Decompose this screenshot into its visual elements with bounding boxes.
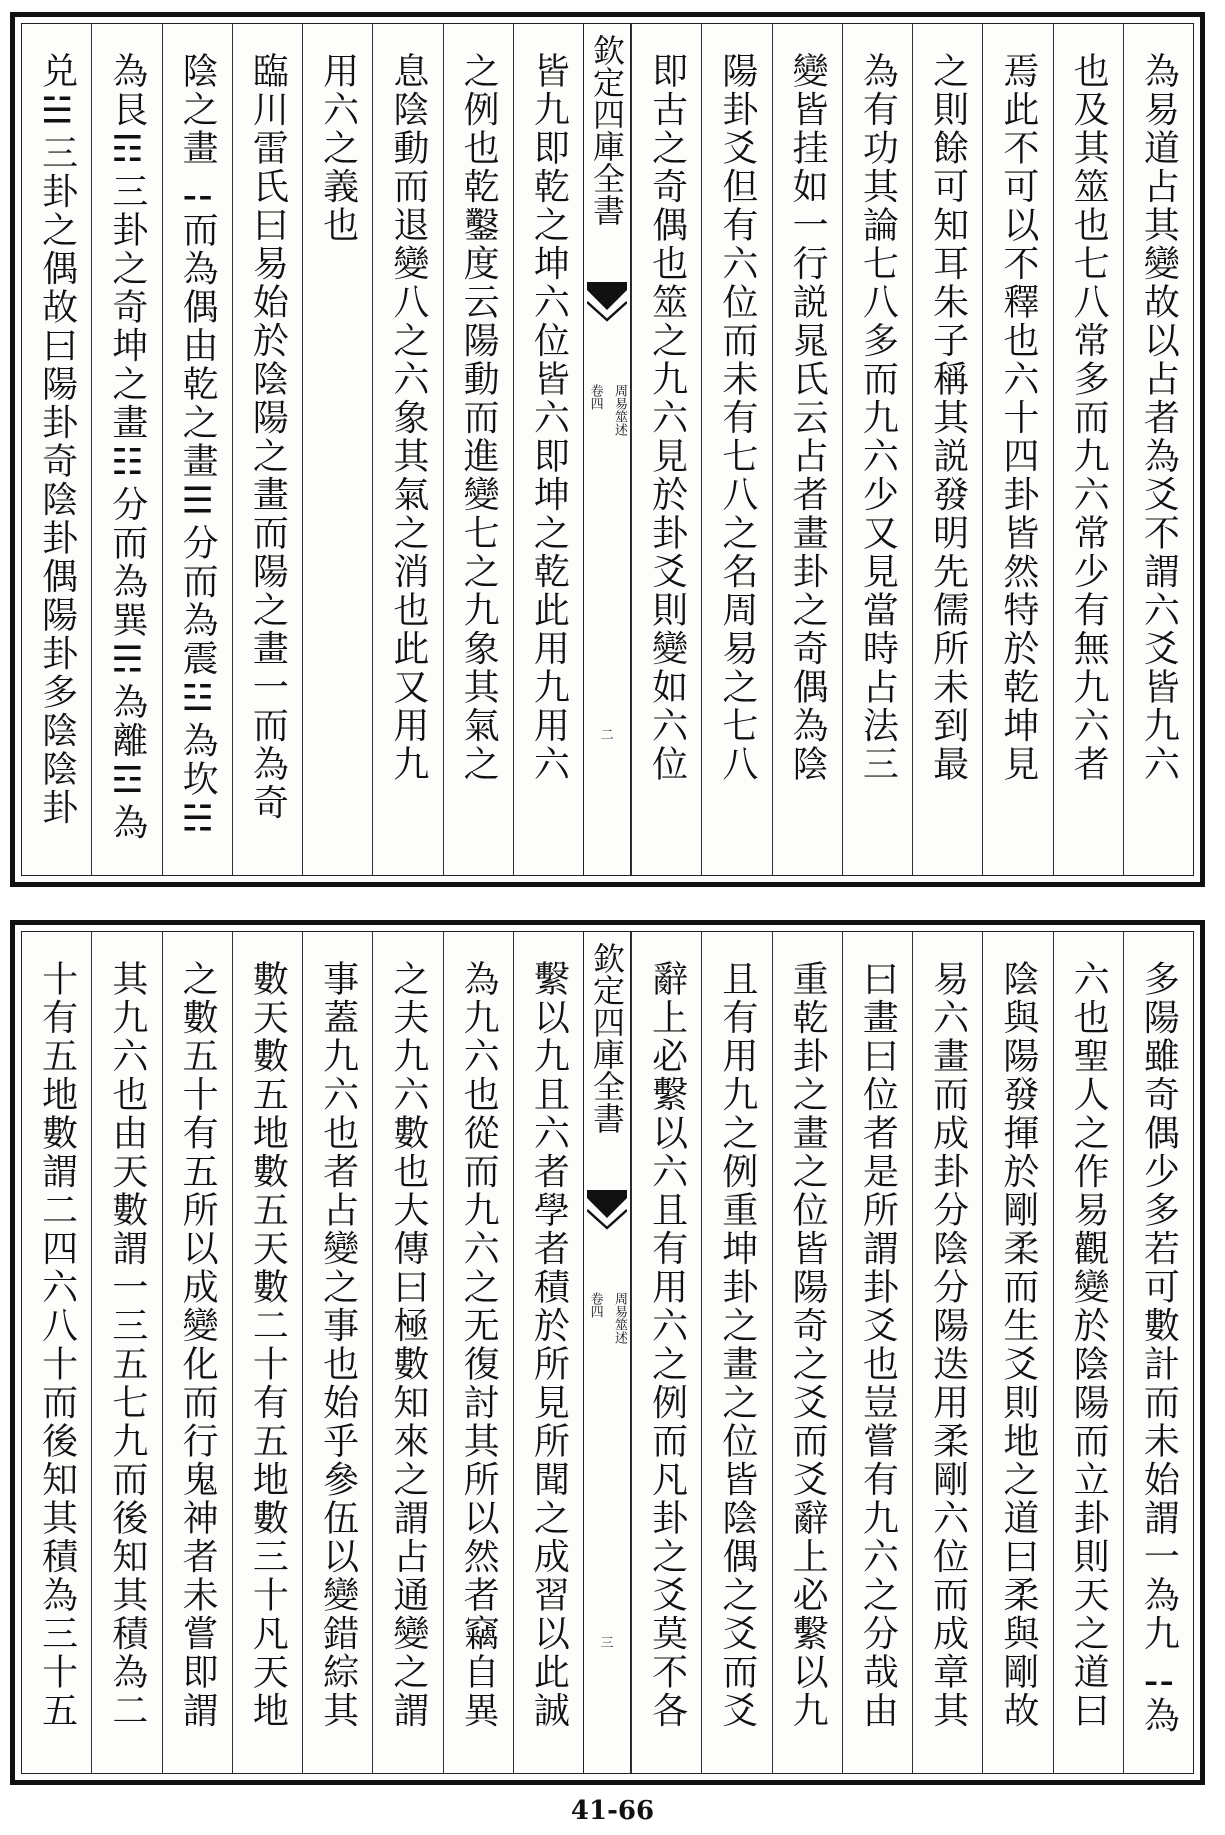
text-column [443, 24, 513, 875]
column-text: 為有功其論七八多而九六少又見當時占法三 [857, 52, 899, 784]
center-juan: 卷四 [587, 1292, 603, 1318]
column-text: 為九六也從而九六之无復討其所以然者竊自異 [458, 960, 500, 1730]
text-column [513, 24, 583, 875]
column-text: 重乾卦之畫之位皆陽奇之爻而爻辭上必繫以九 [787, 960, 829, 1730]
column-text: 息陰動而退變八之六象其氣之消也此又用九 [387, 52, 429, 784]
center-fold [583, 932, 631, 1773]
column-text: 臨川雷氏曰易始於陰陽之畫而陽之畫一而為奇 [247, 52, 289, 822]
text-column [91, 932, 161, 1773]
fish-tail-icon [587, 282, 627, 322]
text-column [22, 932, 91, 1773]
text-column [372, 24, 442, 875]
column-text: 之夫九六數也大傳曰極數知來之謂占通變之謂 [387, 960, 429, 1730]
center-book-name: 周易筮述 [612, 384, 627, 436]
column-text: 且有用九之例重坤卦之畫之位皆陰偶之爻而爻 [716, 960, 758, 1730]
text-column [842, 24, 912, 875]
column-text: 數天數五地數五天數二十有五地數三十凡天地 [247, 960, 289, 1730]
column-text: 陰與陽發揮於剛柔而生爻則地之道曰柔與剛故 [997, 960, 1039, 1730]
text-column [772, 24, 842, 875]
center-title: 欽定四庫全書 [588, 942, 626, 1134]
text-column [232, 24, 302, 875]
center-juan: 卷四 [587, 384, 603, 410]
text-column [982, 24, 1052, 875]
column-text: 多陽雖奇偶少多若可數計而未始謂一為九⚋為 [1138, 960, 1180, 1735]
column-text: 皆九即乾之坤六位皆六即坤之乾此用九用六 [528, 52, 570, 784]
text-column [372, 932, 442, 1773]
column-text: 之例也乾鑿度云陽動而進變七之九象其氣之 [458, 52, 500, 784]
page-frame [21, 931, 1194, 1774]
center-page-number: 二 [600, 728, 614, 743]
center-fold [583, 24, 631, 875]
center-title: 欽定四庫全書 [588, 34, 626, 226]
page-number: 41-66 [570, 1796, 655, 1826]
text-column [631, 932, 701, 1773]
text-column [701, 932, 771, 1773]
column-text: 變皆挂如一行説晁氏云占者畫卦之奇偶為陰 [787, 52, 829, 784]
column-text: 繫以九且六者學者積於所見所聞之成習以此誠 [528, 960, 570, 1730]
text-column [982, 932, 1052, 1773]
text-column [232, 932, 302, 1773]
text-column [302, 932, 372, 1773]
column-text: 六也聖人之作易觀變於陰陽而立卦則天之道曰 [1068, 960, 1110, 1730]
column-text: 曰畫曰位者是所謂卦爻也豈嘗有九六之分哉由 [857, 960, 899, 1730]
column-text: 陽卦爻但有六位而未有七八之名周易之七八 [716, 52, 758, 784]
text-column [842, 932, 912, 1773]
text-column [1123, 24, 1193, 875]
column-text: 之數五十有五所以成變化而行鬼神者未嘗即謂 [177, 960, 219, 1730]
book-page-bottom [10, 920, 1205, 1785]
center-book-name: 周易筮述 [612, 1292, 627, 1344]
text-column [302, 24, 372, 875]
text-column [701, 24, 771, 875]
fish-tail-icon [587, 1190, 627, 1230]
column-text: 焉此不可以不釋也六十四卦皆然特於乾坤見 [997, 52, 1039, 784]
column-text: 兑☱三卦之偶故曰陽卦奇陰卦偶陽卦多陰陰卦 [36, 52, 78, 827]
column-text: 易六畫而成卦分陰分陽迭用柔剛六位而成章其 [927, 960, 969, 1730]
column-text: 即古之奇偶也筮之九六見於卦爻則變如六位 [646, 52, 688, 784]
column-text: 陰之畫⚋而為偶由乾之畫☰分而為震☳為坎☵ [177, 52, 219, 842]
column-text: 為易道占其變故以占者為爻不謂六爻皆九六 [1138, 52, 1180, 784]
text-column [1123, 932, 1193, 1773]
column-text: 為艮☶三卦之奇坤之畫☷分而為巽☴為離☲為 [106, 52, 148, 842]
column-text: 辭上必繫以六且有用六之例而凡卦之爻莫不各 [646, 960, 688, 1730]
column-text: 用六之義也 [317, 52, 359, 245]
column-text: 其九六也由天數謂一三五七九而後知其積為二 [106, 960, 148, 1730]
page-frame [21, 23, 1194, 876]
text-column [1053, 932, 1123, 1773]
text-column [772, 932, 842, 1773]
text-column [22, 24, 91, 875]
text-column [1053, 24, 1123, 875]
text-column [162, 932, 232, 1773]
column-text: 事蓋九六也者占變之事也始乎參伍以變錯綜其 [317, 960, 359, 1730]
column-text: 十有五地數謂二四六八十而後知其積為三十五 [36, 960, 78, 1730]
text-column [443, 932, 513, 1773]
text-column [912, 24, 982, 875]
text-column [91, 24, 161, 875]
center-page-number: 三 [600, 1636, 614, 1651]
book-page-top [10, 12, 1205, 887]
text-column [162, 24, 232, 875]
text-column [912, 932, 982, 1773]
column-text: 之則餘可知耳朱子稱其説發明先儒所未到最 [927, 52, 969, 784]
text-column [631, 24, 701, 875]
column-text: 也及其筮也七八常多而九六常少有無九六者 [1068, 52, 1110, 784]
text-column [513, 932, 583, 1773]
